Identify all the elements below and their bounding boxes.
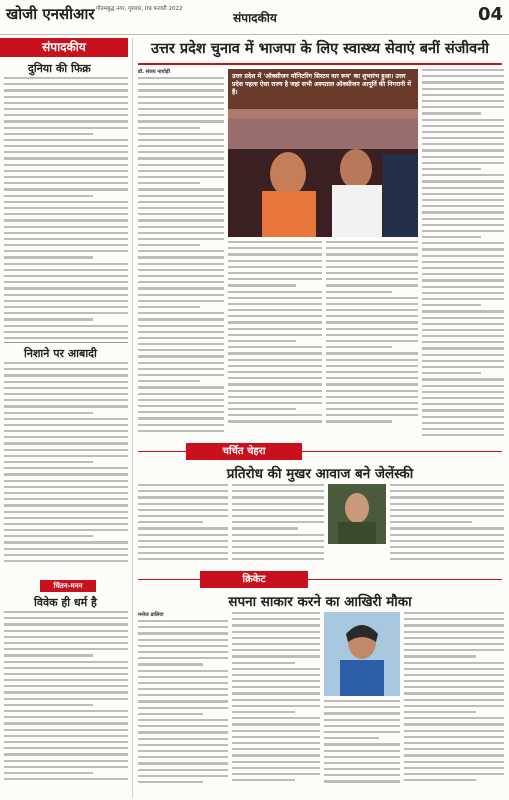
dateline: गौतमबुद्ध नगर, गुरुवार, 09 फरवरी 2022 [96,6,183,12]
sidebar-band-chintan: चिंतन-मनन [40,580,96,592]
lead-photo [228,69,418,237]
lead-body-col4 [422,69,504,440]
lead-body-col1 [138,77,224,440]
masthead [0,0,509,35]
cricket-body-col2 [232,612,320,796]
sidebar-article1-body [4,77,128,339]
lead-body-col2 [228,241,322,440]
lead-byline: डॉ. संजय नाथोड़ी [138,69,170,75]
lead-headline: उत्तर प्रदेश चुनाव में भाजपा के लिए स्वास्थ्य सेवाएं बनीं संजीवनी [150,40,490,57]
portrait-image [328,484,386,544]
column-divider [132,38,133,798]
sidebar-band: संपादकीय [0,38,128,57]
cricket-rule [138,579,502,580]
feature-title: प्रतिरोध की मुखर आवाज बने जेलेंस्की [226,466,414,482]
cricket-body-col3 [324,700,400,796]
sidebar-article3-body [4,611,128,797]
sidebar-article1-title: दुनिया की फिक्र [28,62,91,75]
newspaper-logo: खोजी एनसीआर [6,5,95,23]
lead-body-col3 [326,241,418,440]
feature-body-col3 [390,484,504,564]
sidebar-article2-body [4,362,128,574]
cricket-byline: मनोज ढालिया [138,612,164,618]
feature-band: चर्चित चेहरा [186,443,302,460]
cricketer-image [324,612,400,696]
cricket-body-col1 [138,620,228,796]
headline-rule [138,63,502,65]
lead-photo-caption: उत्तर प्रदेश में 'ऑक्सीजन मॉनिटरिंग सिस्टम वार रूम' का शुभारंभ हुआ। उत्तर प्रदेश पहला ऐसा राज्य है जहां सभी अस्पताल ऑक्सीजन आपूर्ति की निगरानी में हैं। [232,73,411,96]
feature-body-col1 [138,484,228,564]
sidebar-article2-title: निशाने पर आबादी [24,347,97,360]
section-title: संपादकीय [233,11,277,25]
cricket-title: सपना साकार करने का आखिरी मौका [228,594,412,610]
sidebar-divider [4,342,128,343]
feature-body-col2 [232,484,324,564]
zelensky-photo [328,484,386,544]
cricketer-photo [324,612,400,696]
cricket-body-col4 [404,612,504,796]
page-number: 04 [477,4,503,25]
cricket-band: क्रिकेट [200,571,308,588]
sidebar-article3-title: विवेक ही धर्म है [34,596,97,609]
